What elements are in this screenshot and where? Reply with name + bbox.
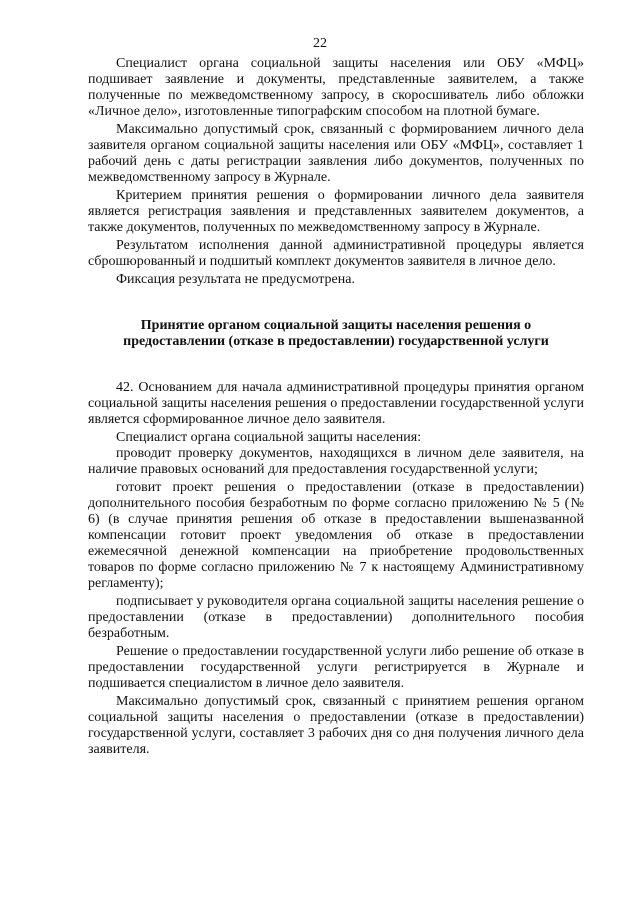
paragraph: Результатом исполнения данной административной процедуры является сброшюрованный и подшитый комплект документов заявителя в личное дело. bbox=[88, 238, 584, 269]
paragraph: Решение о предоставлении государственной услуги либо решение об отказе в предоставлении государственной услуги регистрируется в Журнале и подшивается специалистом в личное дело заявителя. bbox=[88, 644, 584, 691]
paragraph: 42. Основанием для начала административной процедуры принятия органом социальной защиты населения решения о предоставлении государственной услуги является сформированное личное дело заявителя. bbox=[88, 380, 584, 427]
paragraph: Максимально допустимый срок, связанный с формированием личного дела заявителя органом социальной защиты населения или ОБУ «МФЦ», составляет 1 рабочий день с даты регистрации заявления либо документов, полученных по межведомственному запросу в Журнале. bbox=[88, 122, 584, 185]
page-number: 22 bbox=[313, 36, 327, 51]
paragraph: Максимально допустимый срок, связанный с принятием решения органом социальной защиты населения о предоставлении (отказе в предоставлении) государственной услуги, составляет 3 рабочих дня со дня получения личного дела заявителя. bbox=[88, 694, 584, 757]
document-body bbox=[88, 56, 584, 758]
section-title: Принятие органом социальной защиты населения решения о предоставлении (отказе в предоставлении) государственной услуги bbox=[123, 318, 549, 349]
paragraph: Критерием принятия решения о формировании личного дела заявителя является регистрация заявления и представленных заявителем документов, а также документов, полученных по межведомственному запросу в Журнале. bbox=[88, 188, 584, 235]
paragraph: подписывает у руководителя органа социальной защиты населения решение о предоставлении (отказе в предоставлении) дополнительного пособия безработным. bbox=[88, 594, 584, 641]
paragraph: Специалист органа социальной защиты населения: bbox=[116, 430, 422, 445]
paragraph: готовит проект решения о предоставлении (отказе в предоставлении) дополнительного пособия безработным по форме согласно приложению № 5 (№ 6) (в случае принятия решения об отказе в предоставлении вышеназванной компенсации готовит проект уведомления об отказе в предоставлении ежемесячной денежной компенсации на приобретение продовольственных товаров по форме согласно приложению № 7 к настоящему Административному регламенту); bbox=[88, 480, 584, 591]
paragraph: проводит проверку документов, находящихся в личном деле заявителя, на наличие правовых оснований для предоставления государственной услуги; bbox=[88, 446, 584, 477]
paragraph: Специалист органа социальной защиты населения или ОБУ «МФЦ» подшивает заявление и документы, представленные заявителем, а также полученные по межведомственному запросу, в скоросшиватель либо обложки «Личное дело», изготовленные типографским способом на плотной бумаге. bbox=[88, 56, 584, 119]
paragraph: Фиксация результата не предусмотрена. bbox=[116, 272, 355, 287]
